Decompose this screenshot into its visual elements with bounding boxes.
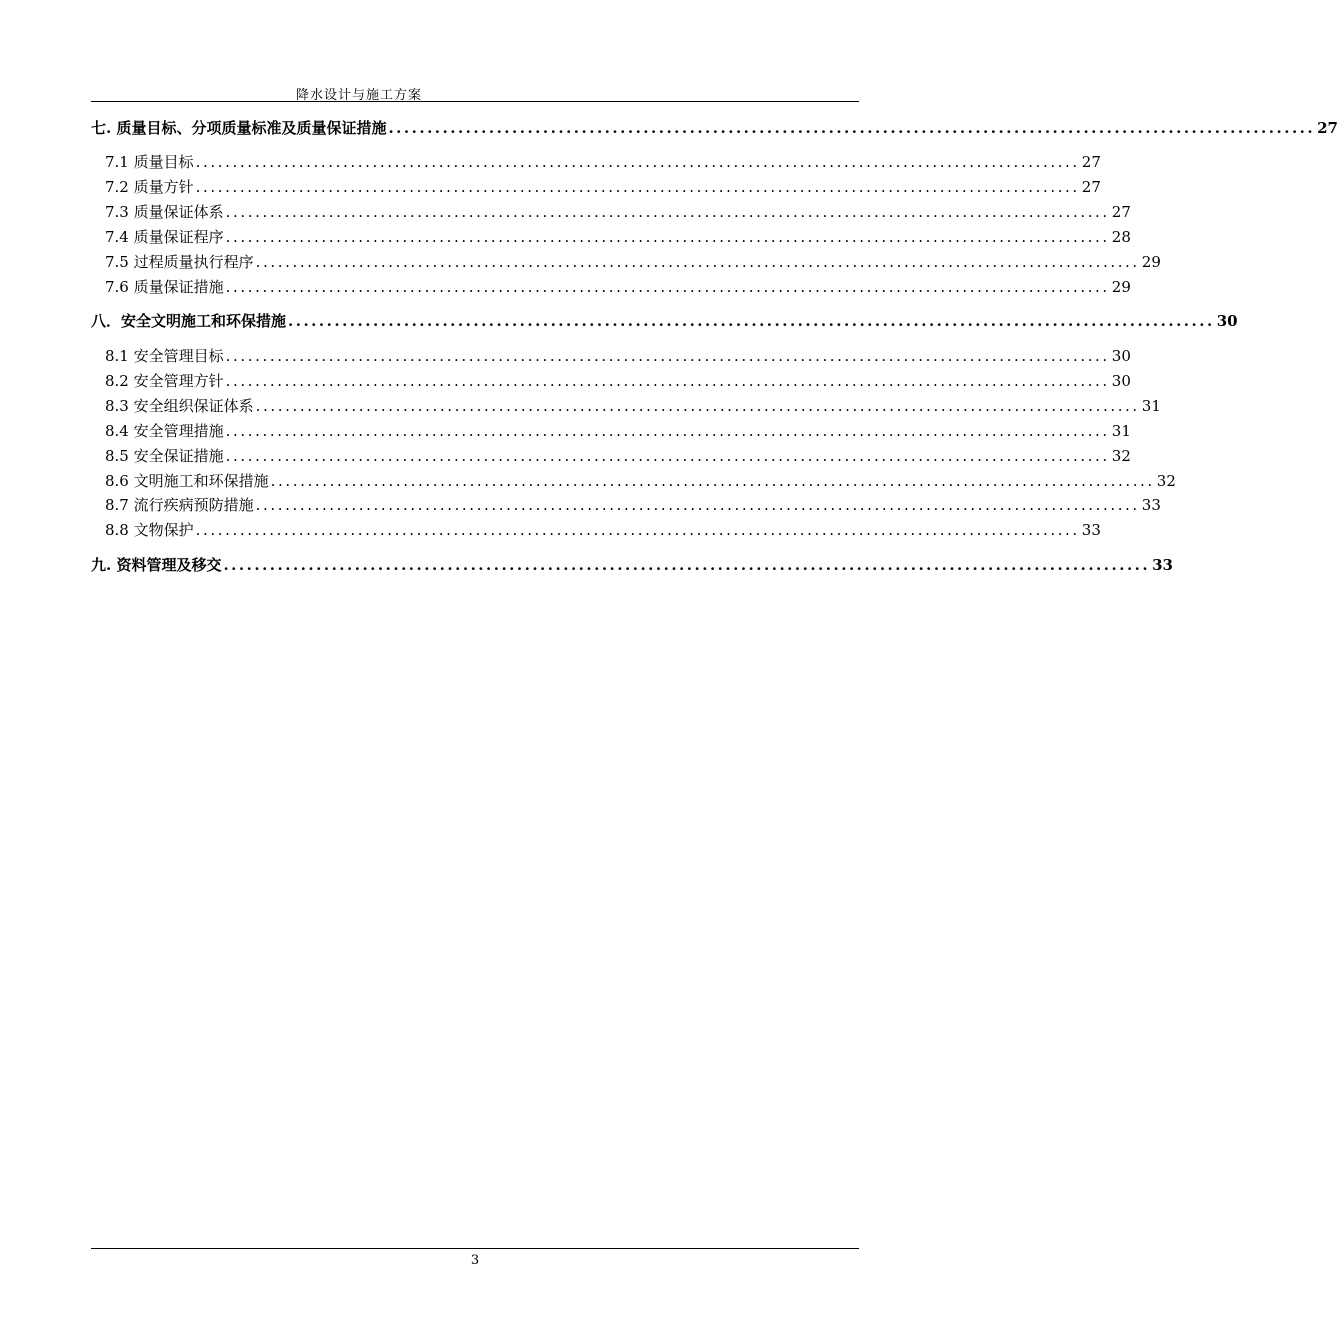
toc-entry-page: 27 <box>1081 153 1101 171</box>
toc-entry-page: 33 <box>1152 556 1173 574</box>
toc-entry-label: 7.5 过程质量执行程序 <box>105 253 254 271</box>
toc-entry-page: 32 <box>1111 447 1131 465</box>
toc-leader: ........................................................................................................................ <box>255 253 1140 271</box>
toc-entry-9[interactable] <box>91 554 1173 576</box>
toc-entry-8-7[interactable] <box>105 494 1161 516</box>
toc-entry-label: 7.1 质量目标 <box>105 153 194 171</box>
toc-leader: ........................................................................................................................ <box>195 178 1080 196</box>
page-number: 3 <box>470 1253 480 1268</box>
toc-entry-8-6[interactable] <box>105 470 1176 492</box>
toc-leader: ........................................................................................................................ <box>223 556 1151 574</box>
footer-divider <box>91 1248 859 1249</box>
toc-leader: ........................................................................................................................ <box>225 447 1110 465</box>
page-header-title: 降水设计与施工方案 <box>296 88 423 103</box>
toc-leader: ........................................................................................................................ <box>255 496 1140 514</box>
toc-entry-label: 8.3 安全组织保证体系 <box>105 397 254 415</box>
toc-entry-8-3[interactable] <box>105 395 1161 417</box>
toc-entry-7-1[interactable] <box>105 151 1101 173</box>
toc-entry-8-4[interactable] <box>105 420 1131 442</box>
toc-entry-label: 7.3 质量保证体系 <box>105 203 224 221</box>
toc-entry-label: 7.6 质量保证措施 <box>105 278 224 296</box>
toc-leader: ........................................................................................................................ <box>195 153 1080 171</box>
toc-entry-label: 8.2 安全管理方针 <box>105 372 224 390</box>
toc-entry-label: 8.5 安全保证措施 <box>105 447 224 465</box>
toc-entry-page: 32 <box>1156 472 1176 490</box>
toc-entry-7-3[interactable] <box>105 201 1131 223</box>
toc-leader: ........................................................................................................................ <box>225 228 1110 246</box>
toc-entry-label: 8.8 文物保护 <box>105 521 194 539</box>
toc-leader: ........................................................................................................................ <box>388 119 1316 137</box>
toc-leader: ........................................................................................................................ <box>225 372 1110 390</box>
toc-entry-8-2[interactable] <box>105 370 1131 392</box>
toc-entry-7-4[interactable] <box>105 226 1131 248</box>
toc-entry-7-5[interactable] <box>105 251 1161 273</box>
toc-entry-page: 30 <box>1111 347 1131 365</box>
header-divider <box>91 101 859 102</box>
toc-entry-8[interactable] <box>91 310 1238 332</box>
toc-entry-8-5[interactable] <box>105 445 1131 467</box>
toc-entry-page: 27 <box>1317 119 1338 137</box>
toc-entry-page: 29 <box>1141 253 1161 271</box>
toc-entry-page: 30 <box>1216 312 1238 330</box>
toc-entry-label: 7.4 质量保证程序 <box>105 228 224 246</box>
toc-leader: ........................................................................................................................ <box>225 203 1110 221</box>
toc-entry-page: 33 <box>1141 496 1161 514</box>
toc-entry-7-2[interactable] <box>105 176 1101 198</box>
toc-entry-7[interactable] <box>91 117 1338 139</box>
toc-entry-label: 七. 质量目标、分项质量标准及质量保证措施 <box>91 119 387 137</box>
toc-leader: ........................................................................................................................ <box>225 347 1110 365</box>
toc-leader: ........................................................................................................................ <box>270 472 1155 490</box>
toc-leader: ........................................................................................................................ <box>225 422 1110 440</box>
toc-entry-page: 28 <box>1111 228 1131 246</box>
toc-entry-page: 30 <box>1111 372 1131 390</box>
toc-leader: ........................................................................................................................ <box>195 521 1080 539</box>
toc-entry-7-6[interactable] <box>105 276 1131 298</box>
toc-entry-page: 27 <box>1111 203 1131 221</box>
toc-leader: ........................................................................................................................ <box>255 397 1140 415</box>
toc-entry-8-8[interactable] <box>105 519 1101 541</box>
toc-entry-page: 27 <box>1081 178 1101 196</box>
toc-entry-label: 8.4 安全管理措施 <box>105 422 224 440</box>
toc-leader: ........................................................................................................................ <box>225 278 1110 296</box>
toc-entry-label: 8.1 安全管理目标 <box>105 347 224 365</box>
toc-entry-label: 八．安全文明施工和环保措施 <box>91 312 287 330</box>
toc-entry-label: 九. 资料管理及移交 <box>91 556 222 574</box>
toc-entry-label: 7.2 质量方针 <box>105 178 194 196</box>
toc-entry-page: 33 <box>1081 521 1101 539</box>
toc-entry-page: 31 <box>1111 422 1131 440</box>
toc-entry-page: 31 <box>1141 397 1161 415</box>
toc-entry-page: 29 <box>1111 278 1131 296</box>
toc-entry-label: 8.7 流行疾病预防措施 <box>105 496 254 514</box>
toc-leader: ........................................................................................................................ <box>288 312 1215 330</box>
toc-entry-8-1[interactable] <box>105 345 1131 367</box>
toc-entry-label: 8.6 文明施工和环保措施 <box>105 472 269 490</box>
